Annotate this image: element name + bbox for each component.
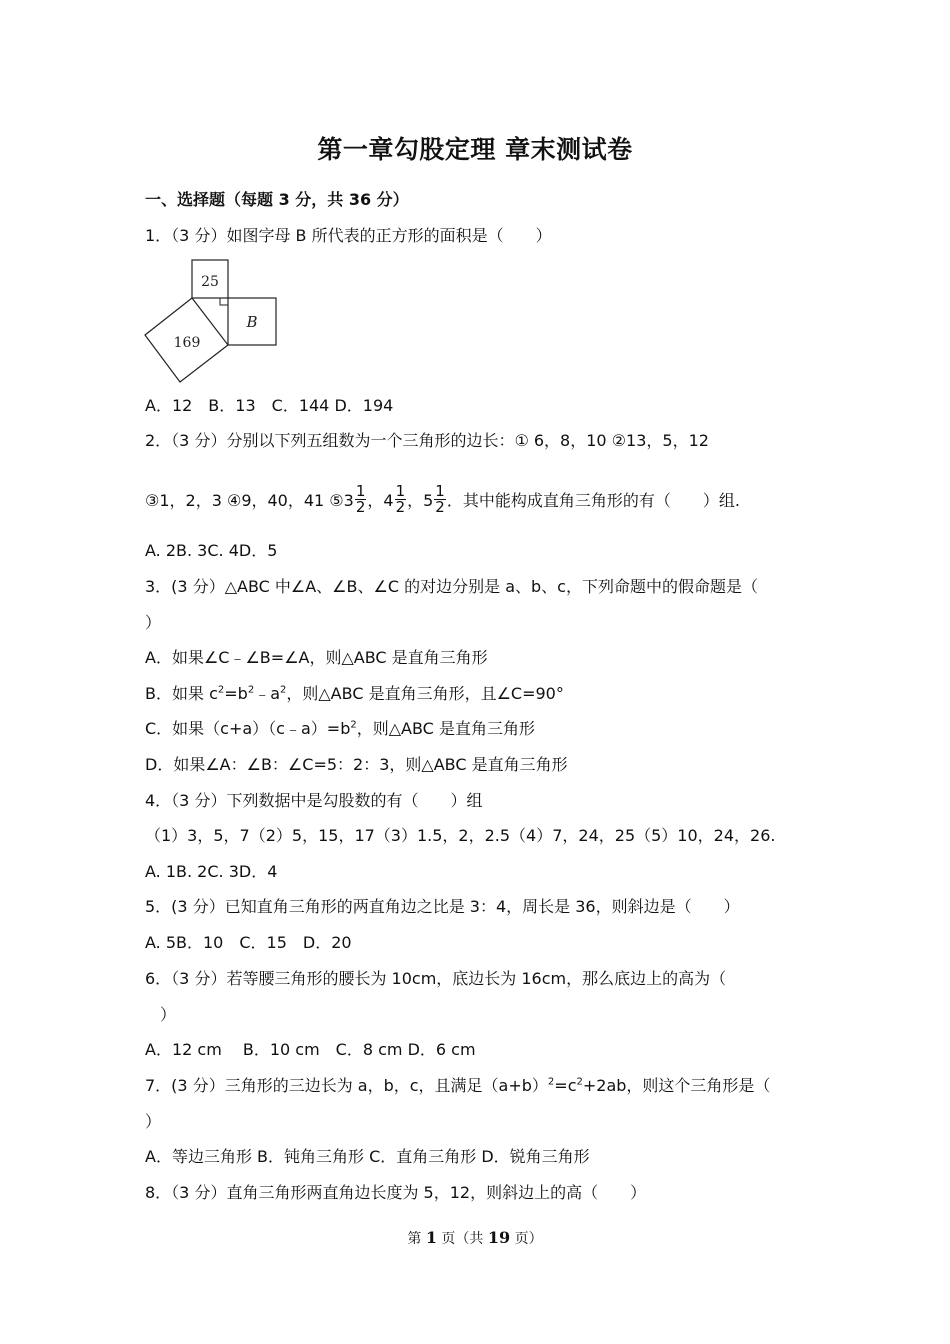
question-2: 2．（3 分）分别以下列五组数为一个三角形的边长：① 6，8，10 ②13，5，12 <box>145 431 709 450</box>
section-heading: 一、选择题（每题 3 分，共 36 分） <box>145 190 409 209</box>
question-3: 3．(3 分）△ABC 中∠A、∠B、∠C 的对边分别是 a、b、c，下列命题中的假命题是（ <box>145 577 758 596</box>
question-7: 7．(3 分）三角形的三边长为 a，b，c，且满足$(a+b)^2=c^2+2ab$，则这个三角形是（ <box>145 1076 771 1095</box>
page-total: 19 <box>487 1228 511 1247</box>
question-3-option-b: B．如果 $c^2=b^2﹣a^2$，则△ABC 是直角三角形，且∠C=90° <box>145 684 564 703</box>
question-7-options: A．等边三角形 B．钝角三角形 C．直角三角形 D．锐角三角形 <box>145 1147 590 1166</box>
question-4-options: A. 1B. 2C. 3D．4 <box>145 862 278 881</box>
page-number: 1 <box>425 1228 437 1247</box>
question-3-cont: ） <box>145 613 162 632</box>
page-title: 第一章勾股定理 章末测试卷 <box>317 135 633 164</box>
question-2-options: A. 2B. 3C. 4D．5 <box>145 541 278 560</box>
fraction-half-2: $\frac{1}{2}$ <box>395 482 406 516</box>
label-25: 25 <box>201 274 219 290</box>
question-3-option-a: A．如果∠C﹣∠B=∠A，则△ABC 是直角三角形 <box>145 648 488 667</box>
page-footer: 第 1 页（共 19 页） <box>407 1228 543 1247</box>
pythagorean-squares-figure <box>140 255 285 387</box>
label-169: 169 <box>173 335 201 351</box>
question-5-options: A. 5B．10 C．15 D．20 <box>145 933 352 952</box>
question-6: 6．（3 分）若等腰三角形的腰长为 10cm，底边长为 16cm，那么底边上的高为（ <box>145 969 727 988</box>
question-4: 4．（3 分）下列数据中是勾股数的有（ ）组 <box>145 791 483 810</box>
question-8: 8．（3 分）直角三角形两直角边长度为 5，12，则斜边上的高（ ） <box>145 1183 647 1202</box>
question-3-option-d: D．如果∠A：∠B：∠C=5：2：3，则△ABC 是直角三角形 <box>145 755 568 774</box>
question-5: 5．(3 分）已知直角三角形的两直角边之比是 3：4，周长是 36，则斜边是（ ） <box>145 897 740 916</box>
question-1-options: A．12 B．13 C．144 D．194 <box>145 396 394 415</box>
question-7-cont: ） <box>145 1112 162 1131</box>
question-4-data: （1）3，5，7（2）5，15，17（3）1.5，2，2.5（4）7，24，25（5）10，24，26. <box>145 826 776 845</box>
question-6-cont: ） <box>160 1005 177 1024</box>
fraction-half-1: $\frac{1}{2}$ <box>355 482 366 516</box>
question-2-line-2: ③1，2，3 ④9，40，41 ⑤3 $\frac{1}{2}$ ，4 $\frac{1}{2}$ ，5 $\frac{1}{2}$ ．其中能构成直角三角形的有（ ）组. <box>145 482 740 516</box>
question-6-options: A．12 cm B．10 cm C．8 cm D．6 cm <box>145 1040 476 1059</box>
fraction-half-3: $\frac{1}{2}$ <box>435 482 445 516</box>
q2-sets-text: ③1，2，3 ④9，40，41 ⑤3 <box>145 491 354 510</box>
question-1: 1．（3 分）如图字母 B 所代表的正方形的面积是（ ） <box>145 226 552 245</box>
label-b: B <box>246 313 258 331</box>
question-3-option-c: C．如果$(c+a)(c﹣a)=b^2$，则△ABC 是直角三角形 <box>145 719 535 738</box>
